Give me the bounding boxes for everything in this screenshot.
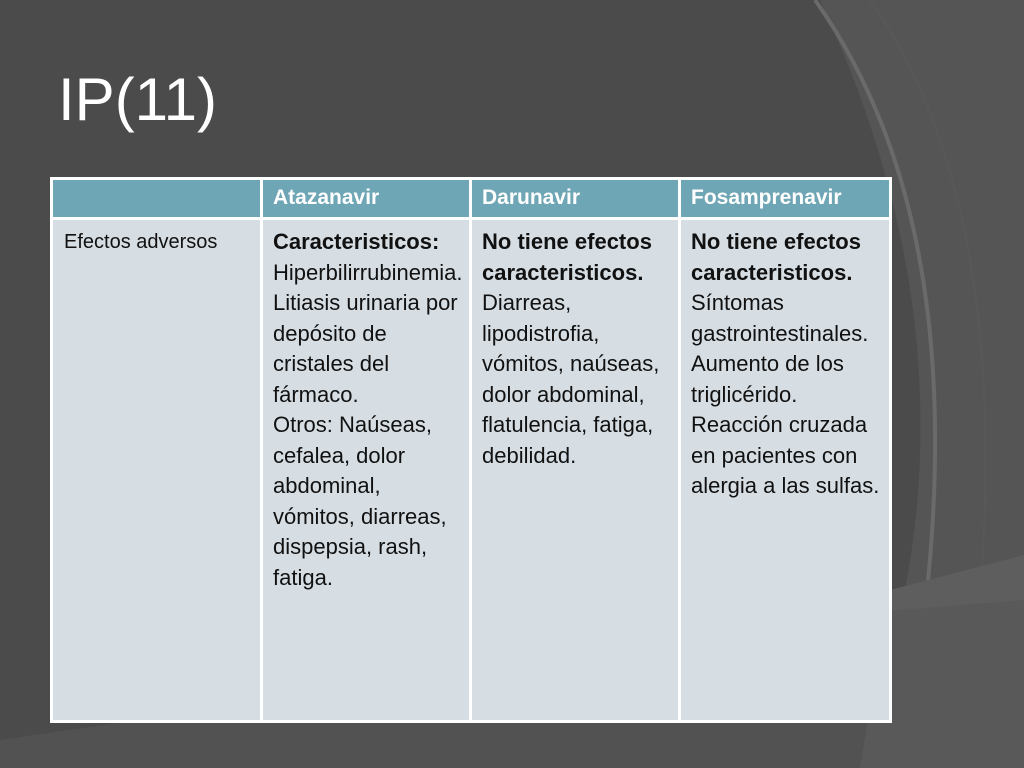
header-empty [52, 179, 262, 219]
fosamprenavir-line: Síntomas gastrointestinales. [691, 290, 869, 346]
header-atazanavir: Atazanavir [262, 179, 471, 219]
fosamprenavir-heading: No tiene efectos caracteristicos. [691, 229, 861, 285]
atazanavir-line: Litiasis urinaria por depósito de cristales del fármaco. [273, 290, 458, 407]
fosamprenavir-line: Reacción cruzada en pacientes con alergia a las sulfas. [691, 412, 880, 498]
header-fosamprenavir: Fosamprenavir [680, 179, 891, 219]
adverse-effects-table [50, 177, 892, 723]
header-darunavir: Darunavir [471, 179, 680, 219]
slide-title: IP(11) [58, 66, 217, 133]
atazanavir-heading: Caracteristicos: [273, 229, 440, 254]
row-label-adverse-effects: Efectos adversos [52, 219, 262, 722]
table-header-row [52, 179, 891, 219]
darunavir-heading: No tiene efectos caracteristicos. [482, 229, 652, 285]
darunavir-line: Diarreas, lipodistrofia, vómitos, naúseas, dolor abdominal, flatulencia, fatiga, debilidad. [482, 290, 660, 468]
atazanavir-line: Hiperbilirrubinemia. [273, 259, 463, 285]
table-row [52, 219, 891, 722]
fosamprenavir-line: Aumento de los triglicérido. [691, 351, 844, 407]
cell-atazanavir [262, 219, 471, 722]
cell-fosamprenavir [680, 219, 891, 722]
cell-darunavir [471, 219, 680, 722]
atazanavir-line: Otros: Naúseas, cefalea, dolor abdominal, vómitos, diarreas, dispepsia, rash, fatiga. [273, 412, 447, 590]
